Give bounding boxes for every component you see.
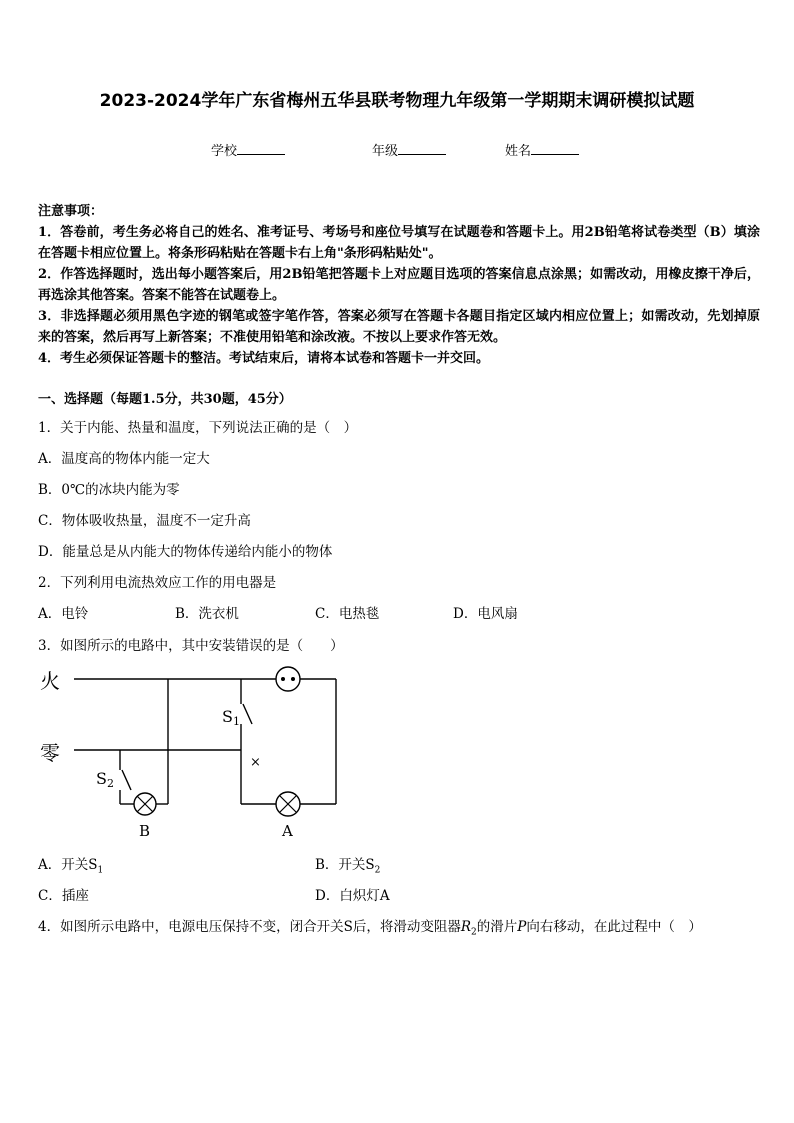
lamp-a-icon <box>276 792 300 816</box>
notice-item: 4．考生必须保证答题卡的整洁。考试结束后，请将本试卷和答题卡一并交回。 <box>38 351 490 366</box>
section-heading: 一、选择题（每题1.5分，共30题，45分） <box>38 392 292 407</box>
q3-option-c: C．插座 <box>38 888 89 904</box>
school-label: 学校 <box>211 144 238 159</box>
q3-option-b: B．开关$S_2$ <box>315 857 381 876</box>
neutral-label: 零 <box>40 741 60 765</box>
lamp-a-label: A <box>282 822 293 840</box>
q2-option-d: D．电风扇 <box>453 606 518 622</box>
q3-option-a: A．开关$S_1$ <box>38 857 104 876</box>
s1-label: S1 <box>222 707 240 728</box>
grade-blank <box>398 142 446 155</box>
q4-stem: 4．如图所示电路中，电源电压保持不变，闭合开关S后，将滑动变阻器$R_2$的滑片P向右移动，在此过程中（ ） <box>38 919 702 938</box>
q1-option-d: D．能量总是从内能大的物体传递给内能小的物体 <box>38 544 333 560</box>
school-blank <box>237 142 285 155</box>
s2-label: S2 <box>96 769 114 790</box>
q1-option-b: B．0℃的冰块内能为零 <box>38 482 180 498</box>
lamp-b-icon <box>134 793 156 815</box>
q2-option-c: C．电热毯 <box>315 606 380 622</box>
notice-heading: 注意事项： <box>38 204 104 219</box>
q1-option-c: C．物体吸收热量，温度不一定升高 <box>38 513 251 529</box>
notice-item: 2．作答选择题时，选出每小题答案后，用2B铅笔把答题卡上对应题目选项的答案信息点涂黑；如需改动，用橡皮擦干净后，再选涂其他答案。答案不能答在试题卷上。 <box>38 267 760 303</box>
name-blank <box>531 142 579 155</box>
q2-option-b: B．洗衣机 <box>175 606 239 622</box>
name-label: 姓名 <box>505 144 532 159</box>
q1-stem: 1．关于内能、热量和温度，下列说法正确的是（ ） <box>38 420 358 436</box>
q1-option-a: A．温度高的物体内能一定大 <box>38 451 210 467</box>
q2-option-a: A．电铃 <box>38 606 89 622</box>
grade-label: 年级 <box>372 144 399 159</box>
live-label: 火 <box>40 669 60 693</box>
lamp-b-label: B <box>139 822 151 840</box>
q3-option-d: D．白炽灯A <box>315 888 390 904</box>
socket-icon <box>276 667 300 691</box>
notice-item: 3．非选择题必须用黑色字迹的钢笔或签字笔作答，答案必须写在答题卡各题目指定区域内相应位置上；如需改动，先划掉原来的答案，然后再写上新答案；不准使用铅笔和涂改液。不按以上要求作答无效。 <box>38 309 760 345</box>
page-title: 2023-2024学年广东省梅州五华县联考物理九年级第一学期期末调研模拟试题 <box>99 91 695 111</box>
name-field <box>505 140 579 159</box>
cross-mark: × <box>250 755 261 770</box>
notice-block <box>38 201 760 369</box>
notice-item: 1．答卷前，考生务必将自己的姓名、准考证号、考场号和座位号填写在试题卷和答题卡上。用2B铅笔将试卷类型（B）填涂在答题卡相应位置上。将条形码粘贴在答题卡右上角"条形码粘贴处"。 <box>38 225 760 261</box>
grade-field <box>372 140 446 159</box>
school-field <box>211 140 285 159</box>
q3-stem: 3．如图所示的电路中，其中安装错误的是（ ） <box>38 638 344 654</box>
circuit-diagram <box>36 660 356 845</box>
q2-stem: 2．下列利用电流热效应工作的用电器是 <box>38 575 277 591</box>
